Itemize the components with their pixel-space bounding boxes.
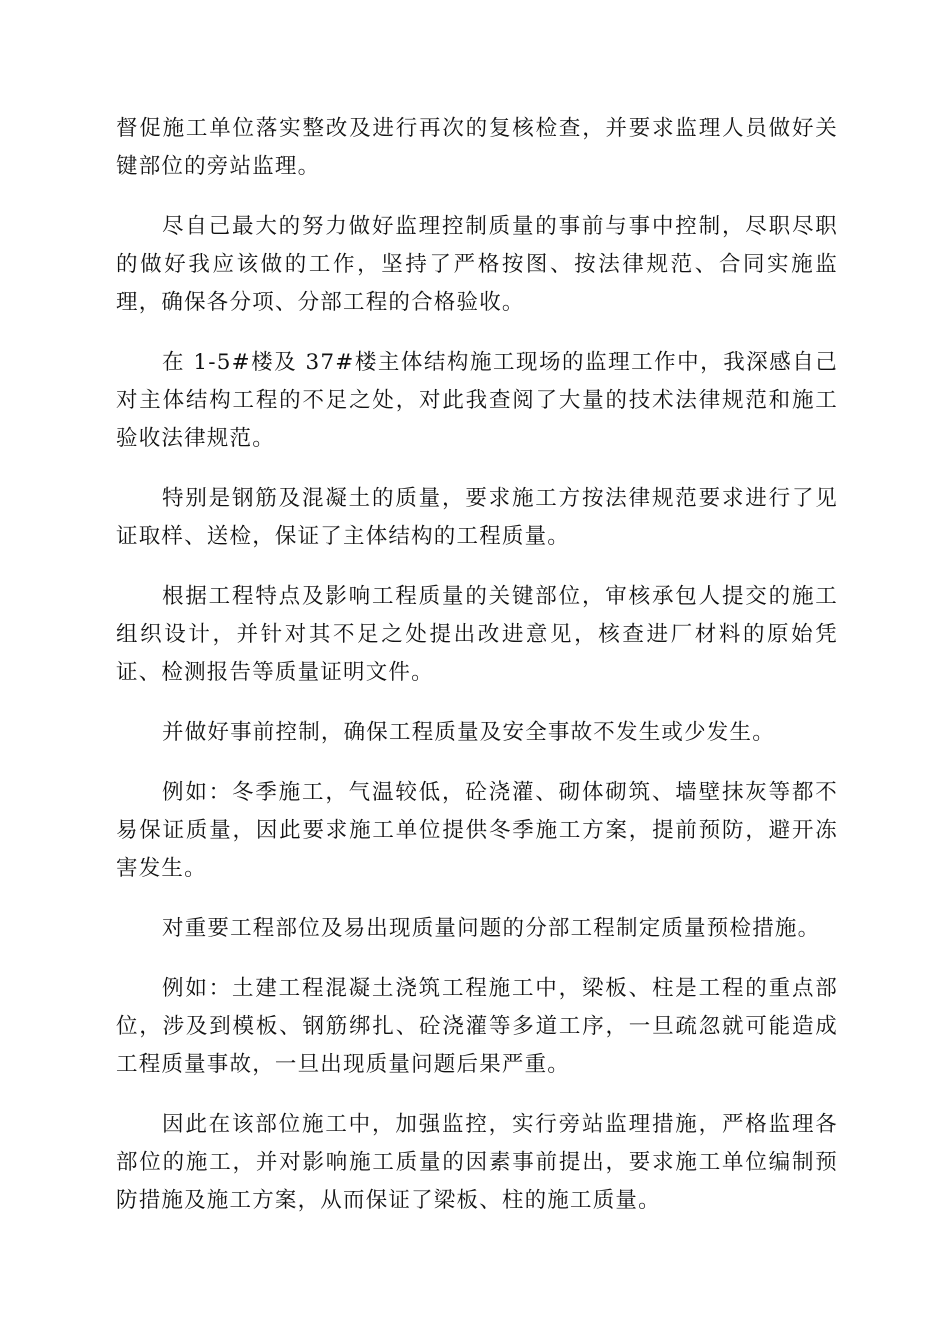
paragraph-5: 根据工程特点及影响工程质量的关键部位，审核承包人提交的施工组织设计，并针对其不足之处提出改进意见，核查进厂材料的原始凭证、检测报告等质量证明文件。 (116, 584, 838, 685)
paragraph-3: 在 1-5#楼及 37#楼主体结构施工现场的监理工作中，我深感自己对主体结构工程的不足之处，对此我查阅了大量的技术法律规范和施工验收法律规范。 (116, 350, 838, 451)
paragraph-9: 例如：土建工程混凝土浇筑工程施工中，梁板、柱是工程的重点部位，涉及到模板、钢筋绑扎、砼浇灌等多道工序，一旦疏忽就可能造成工程质量事故，一旦出现质量问题后果严重。 (116, 976, 838, 1077)
paragraph-7: 例如：冬季施工，气温较低，砼浇灌、砌体砌筑、墙壁抹灰等都不易保证质量，因此要求施工单位提供冬季施工方案，提前预防，避开冻害发生。 (116, 780, 838, 881)
document-body (116, 110, 838, 1242)
paragraph-10: 因此在该部位施工中，加强监控，实行旁站监理措施，严格监理各部位的施工，并对影响施工质量的因素事前提出，要求施工单位编制预防措施及施工方案，从而保证了梁板、柱的施工质量。 (116, 1112, 838, 1213)
paragraph-6: 并做好事前控制，确保工程质量及安全事故不发生或少发生。 (162, 720, 775, 745)
paragraph-4: 特别是钢筋及混凝土的质量，要求施工方按法律规范要求进行了见证取样、送检，保证了主体结构的工程质量。 (116, 486, 838, 549)
paragraph-2: 尽自己最大的努力做好监理控制质量的事前与事中控制，尽职尽职的做好我应该做的工作，坚持了严格按图、按法律规范、合同实施监理，确保各分项、分部工程的合格验收。 (116, 214, 838, 315)
paragraph-8: 对重要工程部位及易出现质量问题的分部工程制定质量预检措施。 (162, 916, 821, 941)
paragraph-1: 督促施工单位落实整改及进行再次的复核检查，并要求监理人员做好关键部位的旁站监理。 (116, 116, 838, 179)
